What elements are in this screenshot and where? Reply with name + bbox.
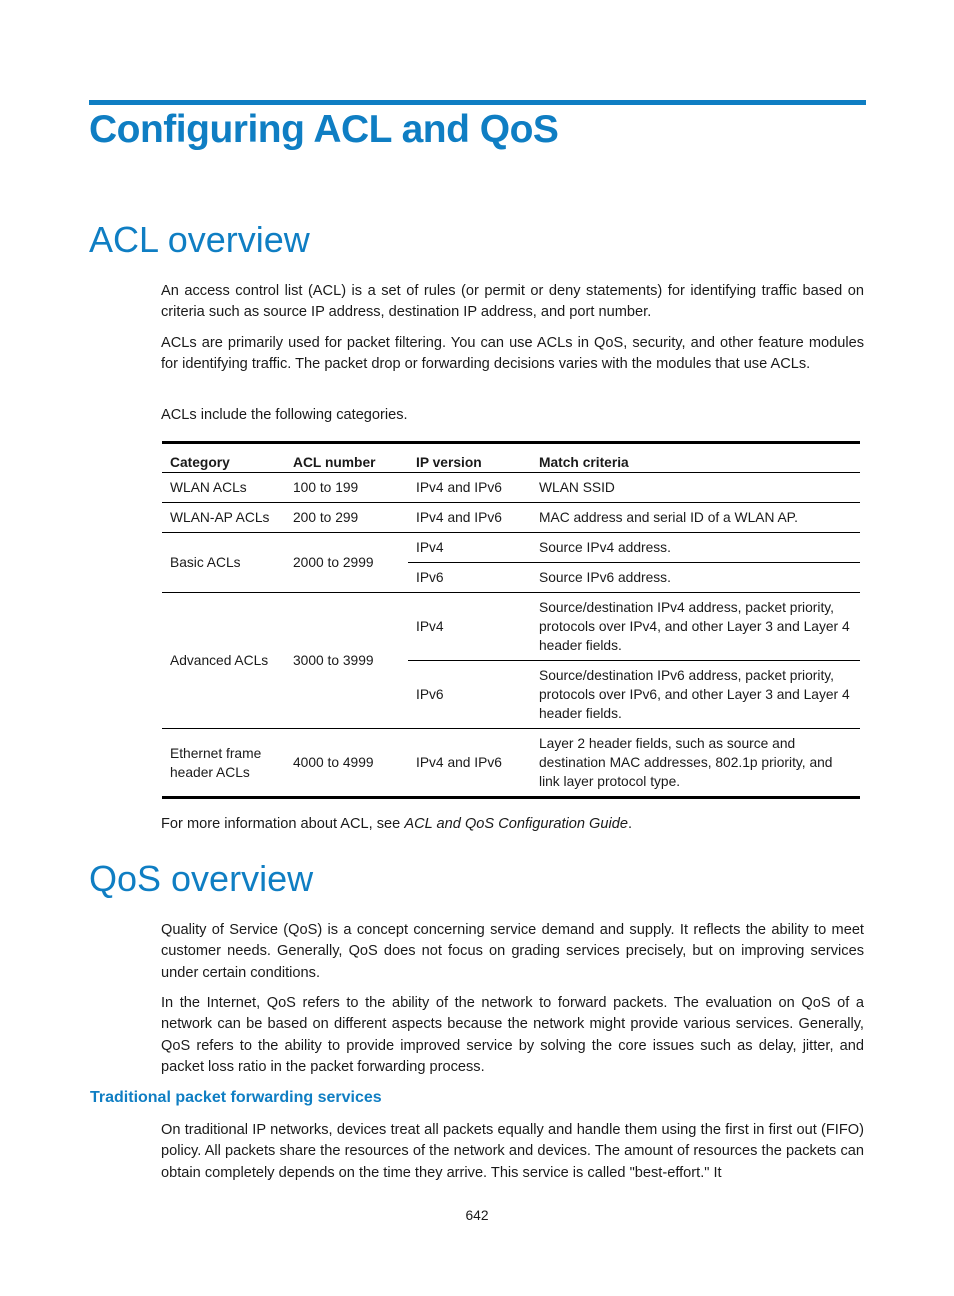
cell-match-criteria: Source/destination IPv6 address, packet priority, protocols over IPv6, and other Layer 3 and Layer 4 header fields. [531,661,860,729]
acl-paragraph-2: ACLs are primarily used for packet filtering. You can use ACLs in QoS, security, and other feature modules for identifying traffic. The packet drop or forwarding decisions varies with the modules that use ACLs. [161,335,864,373]
cell-acl-number: 3000 to 3999 [285,593,408,729]
cell-acl-number: 4000 to 4999 [293,755,374,770]
cell-match-criteria: Source IPv6 address. [531,563,860,593]
cell-category: Ethernet frame header ACLs [170,745,262,780]
cell-category: WLAN ACLs [162,473,285,503]
cell-match-criteria: Layer 2 header fields, such as source and destination MAC addresses, 802.1p priority, and link layer protocol type. [539,736,833,789]
guide-reference: ACL and QoS Configuration Guide [404,816,629,832]
qos-paragraph-2: In the Internet, QoS refers to the ability of the network to forward packets. The evaluation on QoS of a network can be based on different aspects because the network might provide various services. Generally, QoS refers to the ability to provide improved service by solving the core issues such as delay, jitter, and packet loss ratio in the packet forwarding process. [161,995,864,1075]
cell-ip-version: IPv4 [408,593,531,661]
cell-category: WLAN-AP ACLs [162,503,285,533]
page-number: 642 [465,1208,489,1223]
cell-acl-number: 200 to 299 [285,503,408,533]
chapter-top-rule [89,100,866,105]
cell-ip-version: IPv6 [408,661,531,729]
header-match-criteria: Match criteria [531,443,860,473]
acl-more-info [161,814,864,835]
cell-ip-version: IPv4 and IPv6 [408,473,531,503]
qos-paragraph-1: Quality of Service (QoS) is a concept concerning service demand and supply. It reflects the ability to meet customer needs. Generally, QoS does not focus on grading services precisely, but on improving services under certain conditions. [161,922,864,981]
acl-overview-heading: ACL overview [89,219,310,260]
qos-paragraph-3: On traditional IP networks, devices treat all packets equally and handle them using the first in first out (FIFO) policy. All packets share the resources of the network and devices. The amount of resources the packets can obtain completely depends on the time they arrive. This service is called "best-effort." It [161,1122,864,1181]
cell-ip-version: IPv4 and IPv6 [408,503,531,533]
cell-ip-version: IPv4 and IPv6 [416,755,502,770]
cell-acl-number: 100 to 199 [285,473,408,503]
cell-acl-number: 2000 to 2999 [285,533,408,593]
table-row [162,593,860,661]
qos-overview-heading: QoS overview [89,858,314,899]
table-row [162,729,860,798]
more-info-suffix: . [628,816,633,832]
traditional-forwarding-heading: Traditional packet forwarding services [90,1089,382,1106]
table-row [162,473,860,503]
table-header-row [162,443,860,473]
header-ip-version: IP version [408,443,531,473]
acl-paragraph-3: ACLs include the following categories. [161,407,408,423]
cell-match-criteria: WLAN SSID [531,473,860,503]
cell-match-criteria: Source/destination IPv4 address, packet priority, protocols over IPv4, and other Layer 3 and Layer 4 header fields. [531,593,860,661]
acl-categories-table [162,441,860,799]
table-row [162,533,860,563]
table-row [162,503,860,533]
header-category: Category [162,443,285,473]
acl-paragraph-1: An access control list (ACL) is a set of rules (or permit or deny statements) for identifying traffic based on criteria such as source IP address, destination IP address, and port number. [161,283,864,321]
cell-category: Basic ACLs [162,533,285,593]
cell-ip-version: IPv6 [408,563,531,593]
cell-match-criteria: Source IPv4 address. [531,533,860,563]
cell-match-criteria: MAC address and serial ID of a WLAN AP. [531,503,860,533]
header-acl-number: ACL number [285,443,408,473]
cell-category: Advanced ACLs [162,593,285,729]
more-info-prefix: For more information about ACL, see [161,816,405,832]
cell-ip-version: IPv4 [408,533,531,563]
chapter-title: Configuring ACL and QoS [89,108,559,151]
